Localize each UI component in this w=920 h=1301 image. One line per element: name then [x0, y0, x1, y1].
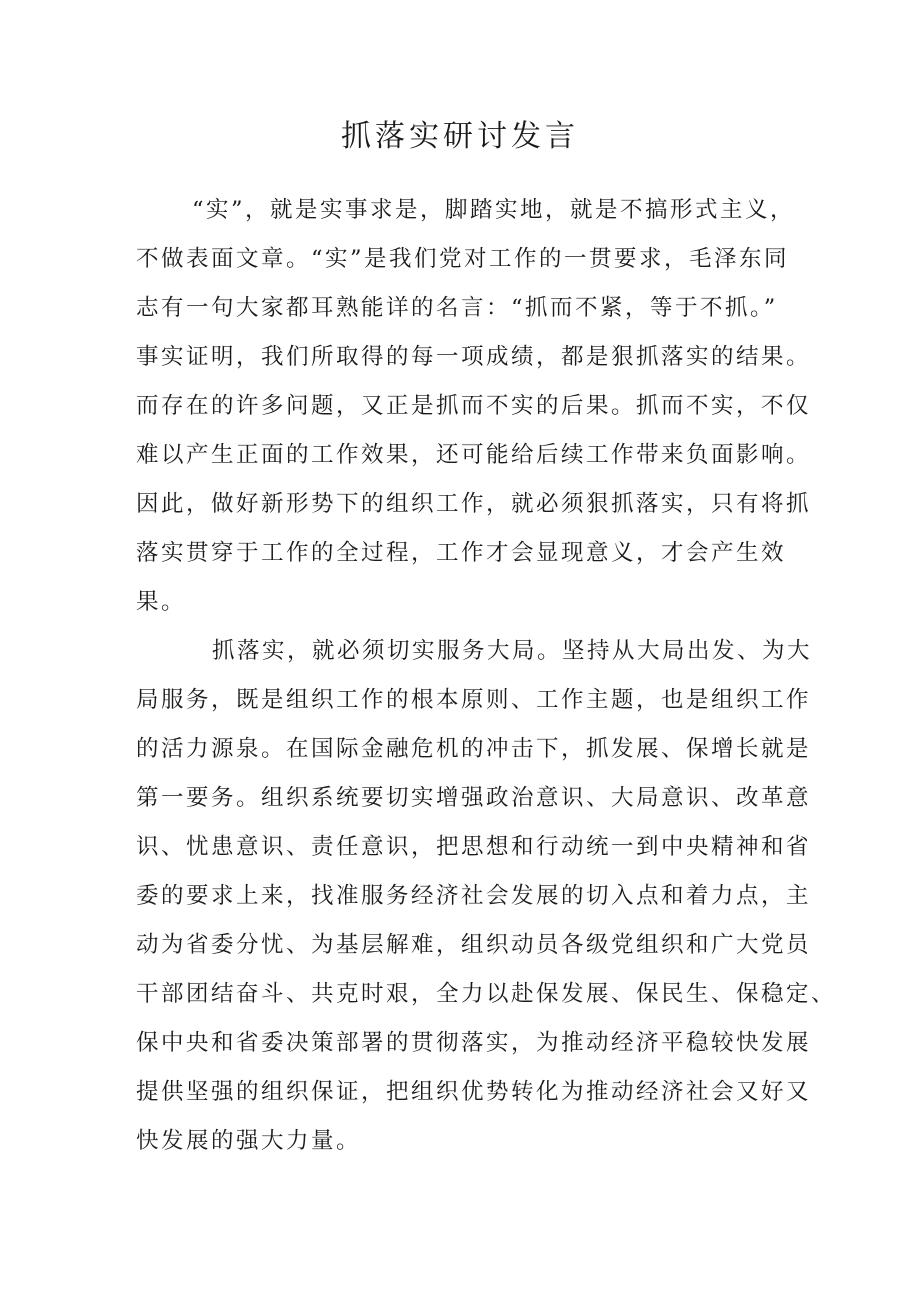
document-body [136, 186, 837, 1166]
text-line: 保中央和省委决策部署的贯彻落实，为推动经济平稳较快发展 [136, 1030, 812, 1056]
text-line: 因此，做好新形势下的组织工作，就必须狠抓落实，只有将抓 [136, 491, 812, 517]
text-line: 果。 [136, 589, 187, 615]
text-line: 落实贯穿于工作的全过程，工作才会显现意义，才会产生效 [136, 540, 787, 566]
text-line: 不做表面文章。“实”是我们党对工作的一贯要求，毛泽东同 [136, 246, 790, 272]
paragraph-2 [136, 627, 837, 1166]
text-line: 局服务，既是组织工作的根本原则、工作主题，也是组织工作 [136, 687, 812, 713]
document-title: 抓落实研讨发言 [341, 119, 579, 154]
text-line: 而存在的许多问题，又正是抓而不实的后果。抓而不实，不仅 [136, 393, 812, 419]
text-line: 志有一句大家都耳熟能详的名言：“抓而不紧，等于不抓。” [136, 295, 778, 321]
text-line: 动为省委分忧、为基层解难，组织动员各级党组织和广大党员 [136, 932, 812, 958]
text-line: 快发展的强大力量。 [136, 1128, 362, 1154]
paragraph-1 [136, 186, 812, 627]
text-line: 难以产生正面的工作效果，还可能给后续工作带来负面影响。 [136, 442, 812, 468]
text-line: 识、忧患意识、责任意识，把思想和行动统一到中央精神和省 [136, 834, 812, 860]
text-line: 抓落实，就必须切实服务大局。坚持从大局出发、为大 [212, 638, 813, 664]
text-line: 提供坚强的组织保证，把组织优势转化为推动经济社会又好又 [136, 1079, 812, 1105]
text-line: 第一要务。组织系统要切实增强政治意识、大局意识、改革意 [136, 785, 812, 811]
text-line: 干部团结奋斗、共克时艰，全力以赴保发展、保民生、保稳定、 [136, 981, 837, 1007]
text-line: 委的要求上来，找准服务经济社会发展的切入点和着力点，主 [136, 883, 812, 909]
text-line: “实”，就是实事求是，脚踏实地，就是不搞形式主义， [192, 197, 796, 223]
text-line: 的活力源泉。在国际金融危机的冲击下，抓发展、保增长就是 [136, 736, 812, 762]
text-line: 事实证明，我们所取得的每一项成绩，都是狠抓落实的结果。 [136, 344, 812, 370]
